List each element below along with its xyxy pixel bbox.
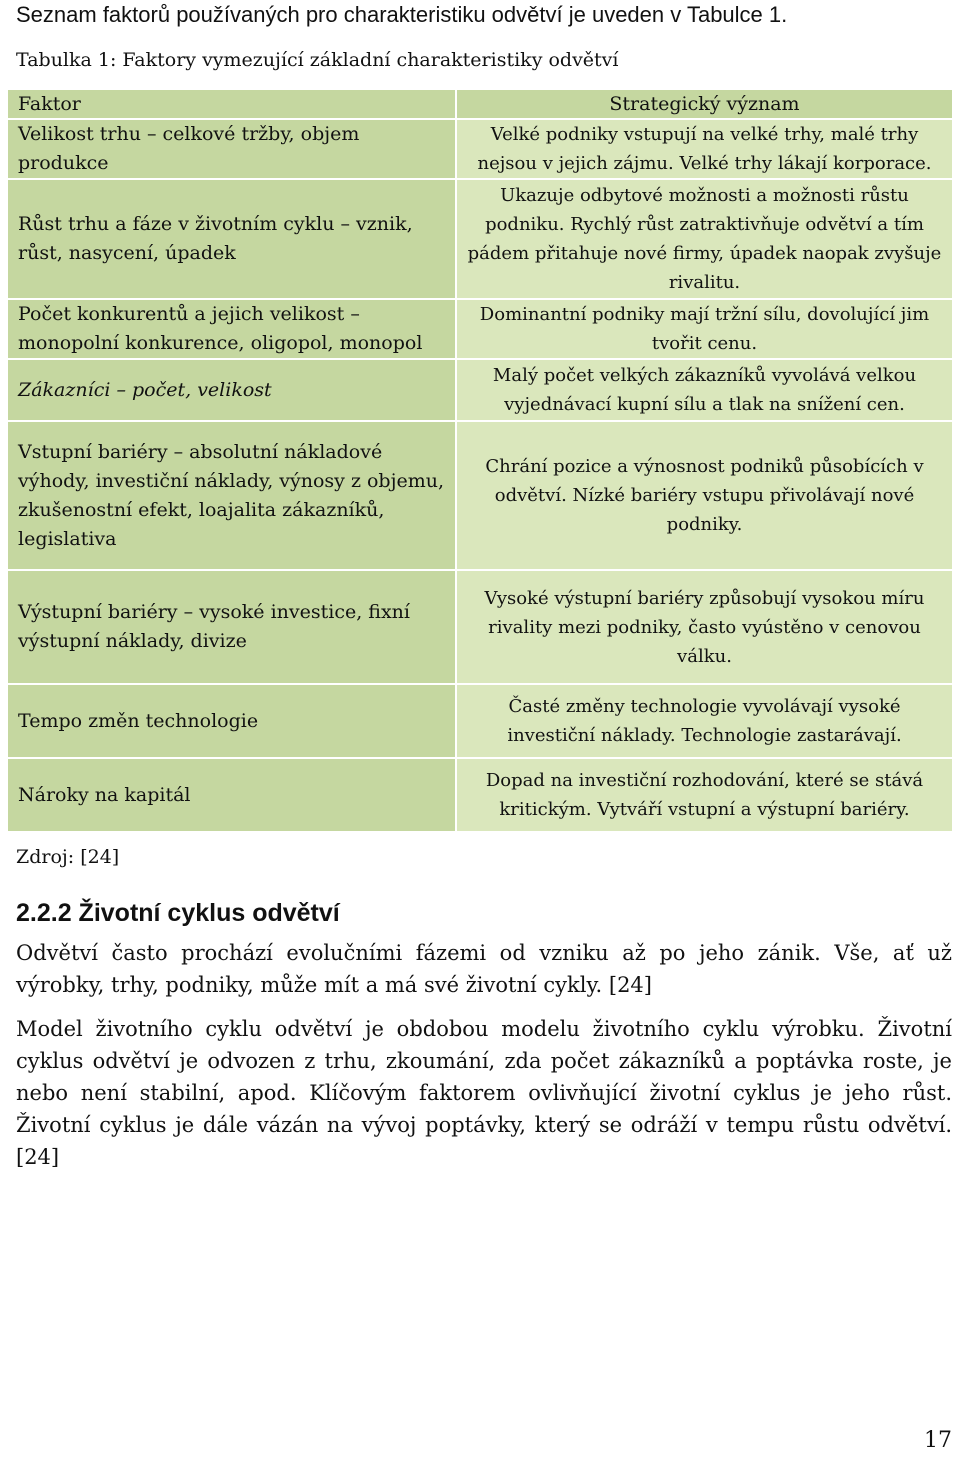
- table-header-row: [8, 90, 952, 118]
- paragraph: Model životního cyklu odvětví je obdobou modelu životního cyklu výrobku. Životní cyklus odvětví je odvozen z trhu, zkoumání, zda počet zákazníků a poptávka roste, je nebo není stabilní, apod. Klíčovým faktorem ovlivňující životní cyklus je jeho růst. Životní cyklus je dále vázán na vývoj poptávky, který se odráží v tempu růstu odvětví. [24]: [16, 1017, 952, 1169]
- table-row: [8, 360, 952, 420]
- intro-text: Seznam faktorů používaných pro charakteristiku odvětví je uveden v Tabulce 1.: [16, 2, 788, 27]
- significance-cell: Dominantní podniky mají tržní sílu, dovolující jim tvořit cenu.: [457, 300, 952, 358]
- table-row: [8, 120, 952, 178]
- table-caption: Tabulka 1: Faktory vymezující základní charakteristiky odvětví: [16, 49, 619, 71]
- table-row: [8, 300, 952, 358]
- significance-cell: Ukazuje odbytové možnosti a možnosti růstu podniku. Rychlý růst zatraktivňuje odvětví a tím pádem přitahuje nové firmy, úpadek naopak zvyšuje rivalitu.: [457, 180, 952, 298]
- significance-cell: Malý počet velkých zákazníků vyvolává velkou vyjednávací kupní sílu a tlak na snížení cen.: [457, 360, 952, 420]
- factor-cell: Vstupní bariéry – absolutní nákladové výhody, investiční náklady, výnosy z objemu, zkušenostní efekt, loajalita zákazníků, legislativa: [8, 422, 455, 569]
- table-row: [8, 571, 952, 683]
- header-significance: Strategický význam: [457, 90, 952, 118]
- factor-cell: Zákazníci – počet, velikost: [8, 360, 455, 420]
- significance-cell: Časté změny technologie vyvolávají vysoké investiční náklady. Technologie zastarávají.: [457, 685, 952, 757]
- factor-cell: Nároky na kapitál: [8, 759, 455, 831]
- significance-cell: Vysoké výstupní bariéry způsobují vysokou míru rivality mezi podniky, často vyústěno v cenovou válku.: [457, 571, 952, 683]
- table-source: Zdroj: [24]: [16, 846, 120, 868]
- header-factor: Faktor: [8, 90, 455, 118]
- factor-cell: Velikost trhu – celkové tržby, objem produkce: [8, 120, 455, 178]
- table-row: [8, 759, 952, 831]
- factors-table: [6, 88, 954, 833]
- paragraph: Odvětví často prochází evolučními fázemi od vzniku až po jeho zánik. Vše, ať už výrobky, trhy, podniky, může mít a má své životní cykly. [24]: [16, 941, 952, 997]
- significance-cell: Dopad na investiční rozhodování, které se stává kritickým. Vytváří vstupní a výstupní bariéry.: [457, 759, 952, 831]
- factor-cell: Výstupní bariéry – vysoké investice, fixní výstupní náklady, divize: [8, 571, 455, 683]
- section-heading: 2.2.2 Životní cyklus odvětví: [16, 899, 340, 927]
- table-row: [8, 422, 952, 569]
- significance-cell: Chrání pozice a výnosnost podniků působících v odvětví. Nízké bariéry vstupu přivolávají nové podniky.: [457, 422, 952, 569]
- factor-cell: Tempo změn technologie: [8, 685, 455, 757]
- page-number: 17: [924, 1428, 952, 1453]
- factor-cell: Růst trhu a fáze v životním cyklu – vznik, růst, nasycení, úpadek: [8, 180, 455, 298]
- table-row: [8, 685, 952, 757]
- factor-cell: Počet konkurentů a jejich velikost – monopolní konkurence, oligopol, monopol: [8, 300, 455, 358]
- significance-cell: Velké podniky vstupují na velké trhy, malé trhy nejsou v jejich zájmu. Velké trhy lákají korporace.: [457, 120, 952, 178]
- table-row: [8, 180, 952, 298]
